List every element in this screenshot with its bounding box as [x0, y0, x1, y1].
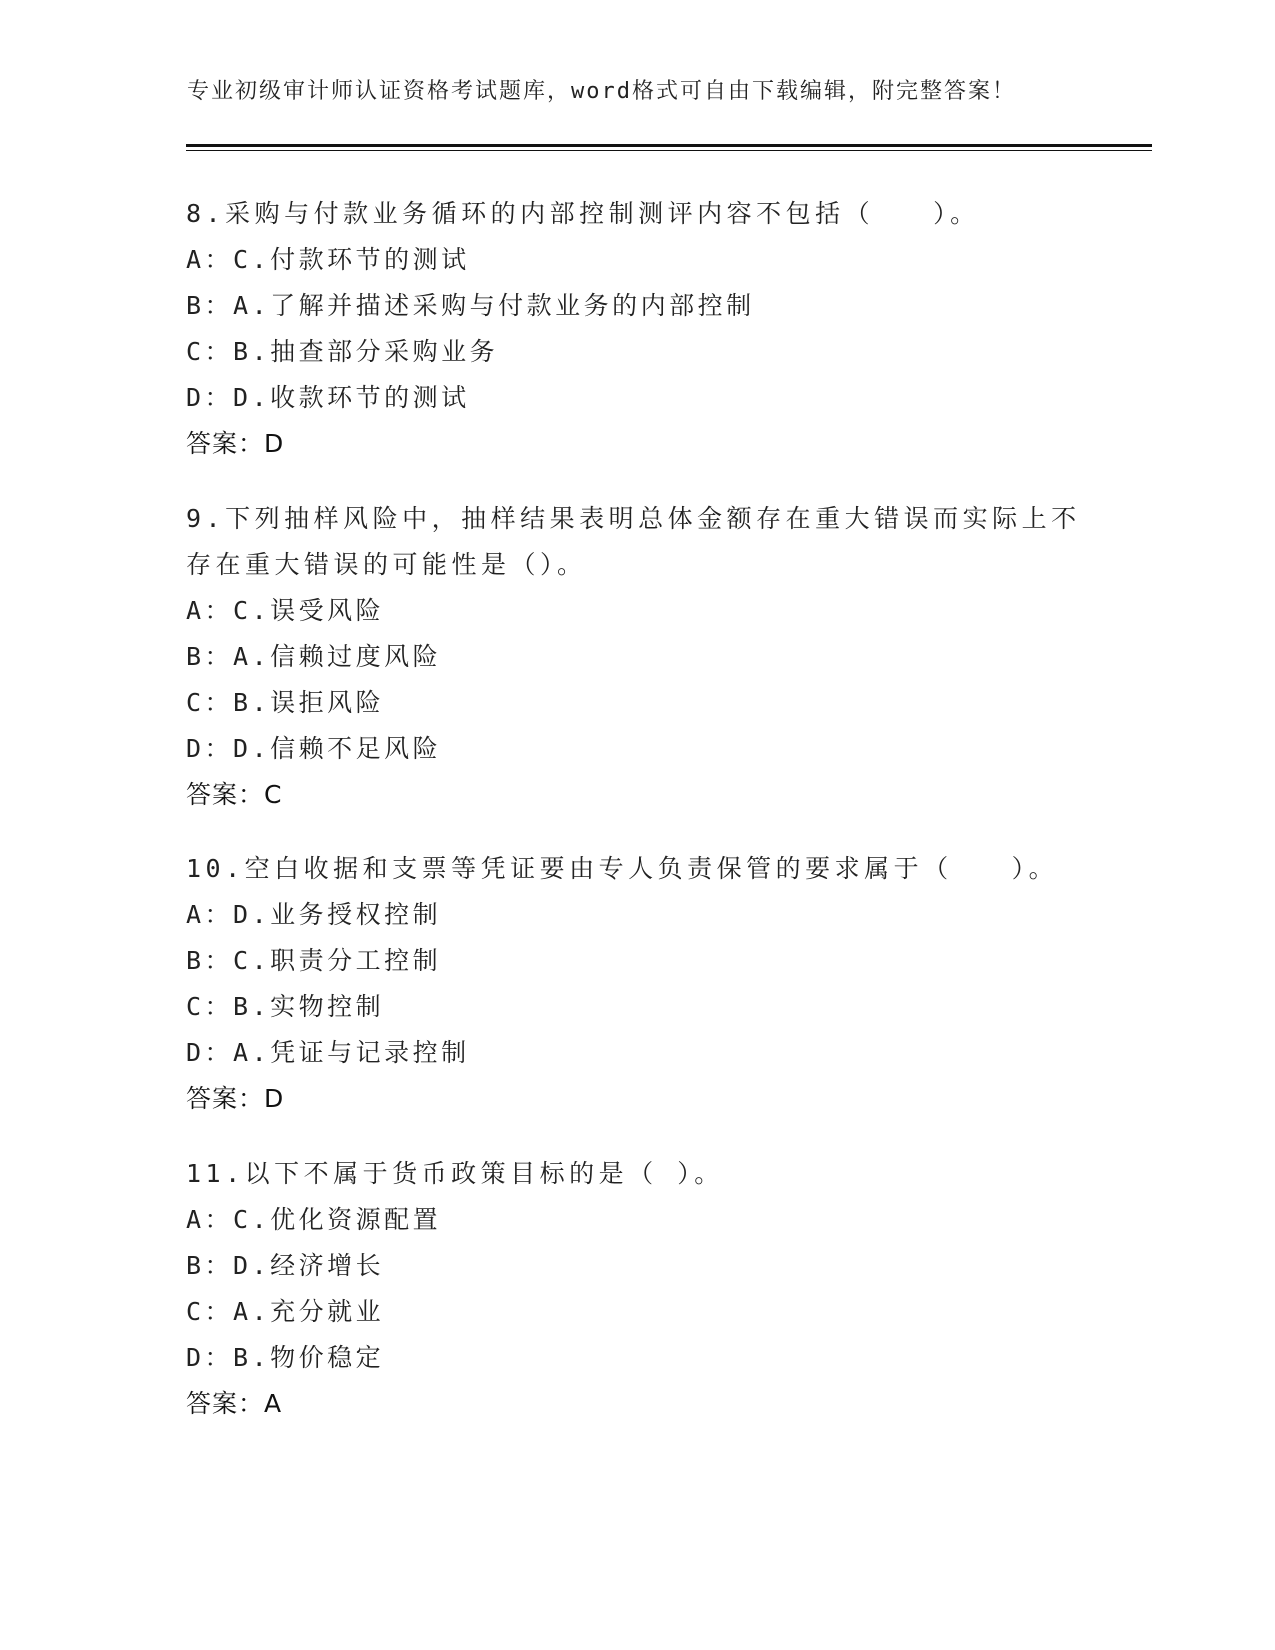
- page-header: 专业初级审计师认证资格考试题库，word格式可自由下载编辑，附完整答案！: [187, 79, 1016, 104]
- question-9: [186, 496, 1086, 818]
- question-8: [186, 191, 1086, 467]
- option-b: B：A.了解并描述采购与付款业务的内部控制: [186, 291, 755, 320]
- answer-line: 答案：D: [186, 429, 285, 458]
- option-c: C：B.误拒风险: [186, 688, 385, 717]
- answer-line: 答案：A: [186, 1389, 283, 1418]
- option-d: D：D.信赖不足风险: [186, 734, 442, 763]
- option-a: A：C.付款环节的测试: [186, 245, 470, 274]
- option-d: D：D.收款环节的测试: [186, 383, 470, 412]
- header-rule-thin: [186, 150, 1152, 151]
- question-stem: 8.采购与付款业务循环的内部控制测评内容不包括（ ）。: [186, 199, 980, 228]
- question-stem-line-2: 存在重大错误的可能性是（）。: [186, 550, 587, 579]
- option-b: B：A.信赖过度风险: [186, 642, 442, 671]
- answer-line: 答案：C: [186, 780, 283, 809]
- question-stem: 11.以下不属于货币政策目标的是（ ）。: [186, 1159, 724, 1188]
- option-c: C：B.抽查部分采购业务: [186, 337, 499, 366]
- option-a: A：C.优化资源配置: [186, 1205, 442, 1234]
- question-stem: 10.空白收据和支票等凭证要由专人负责保管的要求属于（ ）。: [186, 854, 1059, 883]
- question-11: [186, 1151, 1086, 1427]
- question-stem-line-1: 9.下列抽样风险中，抽样结果表明总体金额存在重大错误而实际上不: [186, 504, 1081, 533]
- answer-line: 答案：D: [186, 1084, 285, 1113]
- option-b: B：D.经济增长: [186, 1251, 385, 1280]
- question-10: [186, 846, 1086, 1122]
- option-a: A：C.误受风险: [186, 596, 385, 625]
- option-c: C：B.实物控制: [186, 992, 385, 1021]
- option-d: D：B.物价稳定: [186, 1343, 385, 1372]
- option-a: A：D.业务授权控制: [186, 900, 442, 929]
- option-c: C：A.充分就业: [186, 1297, 385, 1326]
- header-rule-thick: [186, 144, 1152, 147]
- option-d: D：A.凭证与记录控制: [186, 1038, 470, 1067]
- option-b: B：C.职责分工控制: [186, 946, 442, 975]
